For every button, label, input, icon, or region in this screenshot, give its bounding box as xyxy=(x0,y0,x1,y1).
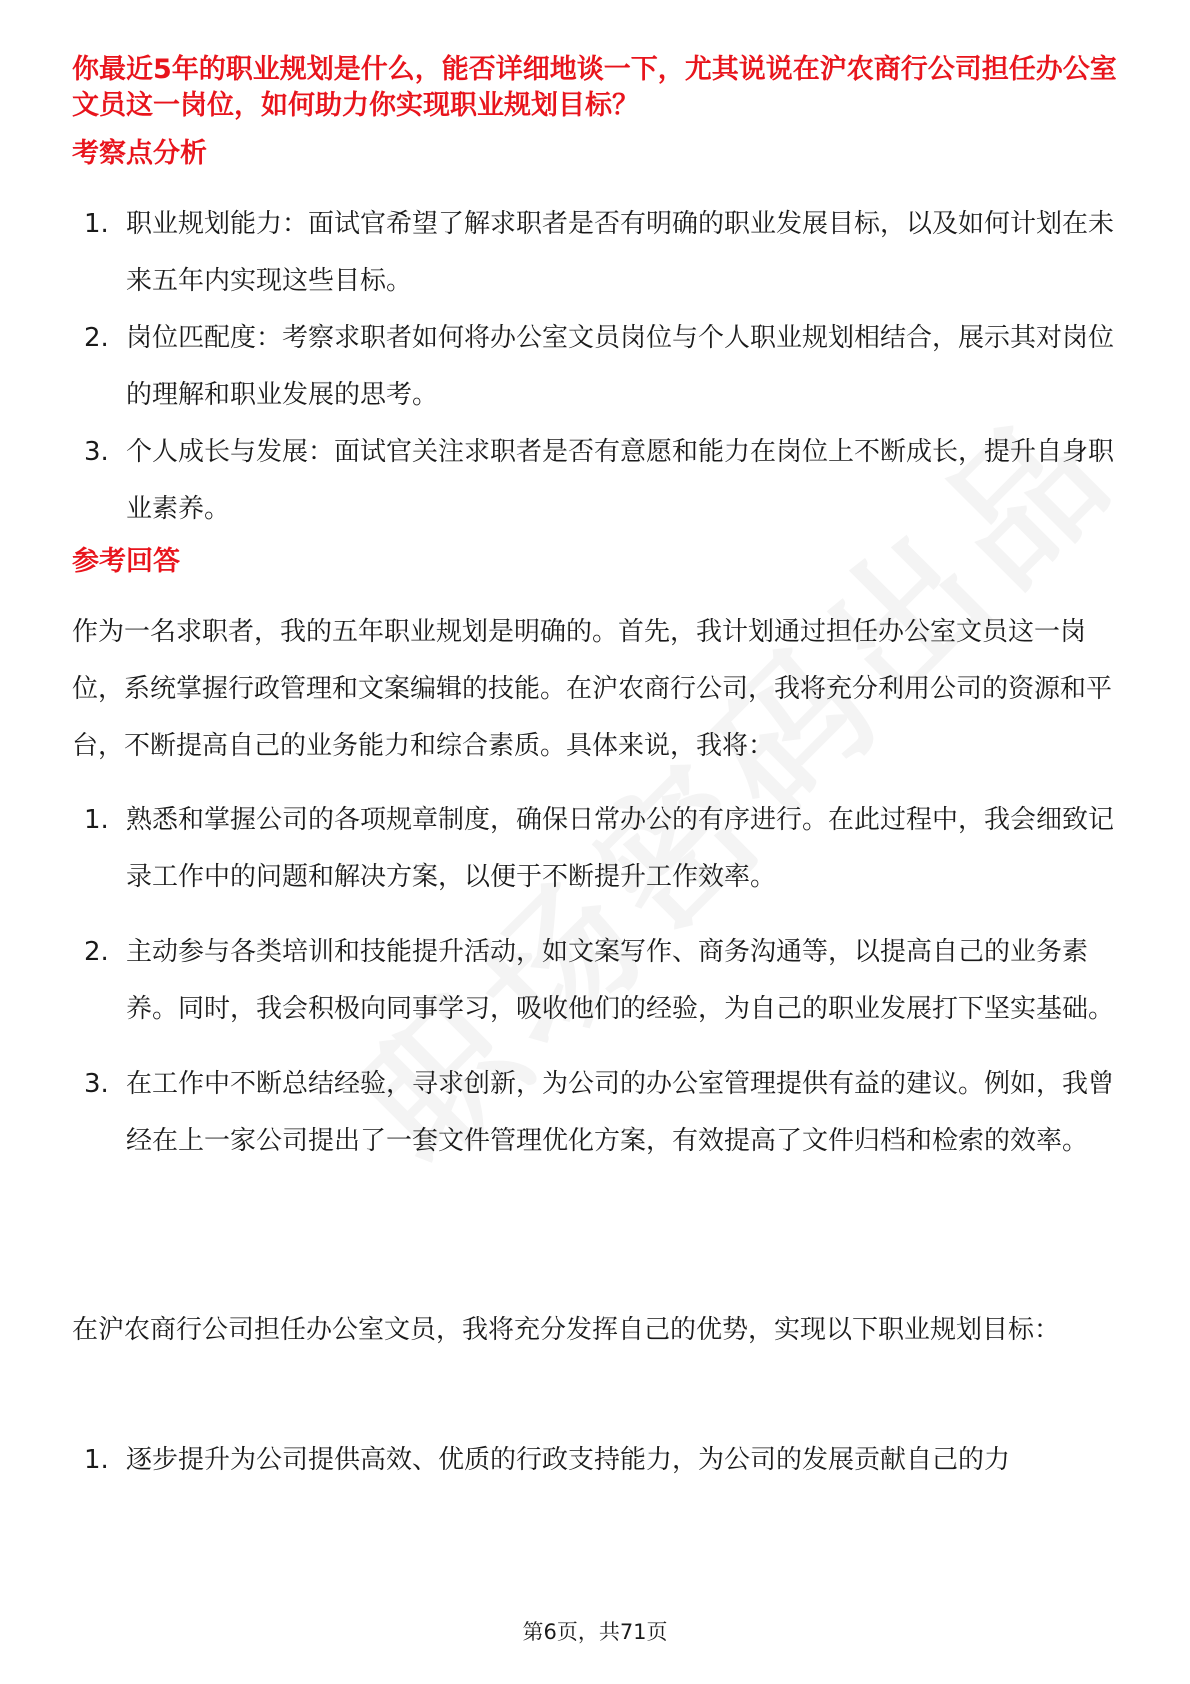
list-text: 个人成长与发展：面试官关注求职者是否有意愿和能力在岗位上不断成长，提升自身职业素养。 xyxy=(126,437,1115,524)
list-item xyxy=(72,792,1122,906)
list-text: 职业规划能力：面试官希望了解求职者是否有明确的职业发展目标，以及如何计划在未来五年内实现这些目标。 xyxy=(126,209,1115,296)
goals-list xyxy=(72,1432,1122,1489)
list-number: 1. xyxy=(84,1445,109,1475)
list-number: 3. xyxy=(84,1069,109,1099)
list-text: 熟悉和掌握公司的各项规章制度，确保日常办公的有序进行。在此过程中，我会细致记录工作中的问题和解决方案，以便于不断提升工作效率。 xyxy=(126,805,1115,892)
analysis-title: 考察点分析 xyxy=(72,138,207,169)
answer-intro: 作为一名求职者，我的五年职业规划是明确的。首先，我计划通过担任办公室文员这一岗位，系统掌握行政管理和文案编辑的技能。在沪农商行公司，我将充分利用公司的资源和平台，不断提高自己的业务能力和综合素质。具体来说，我将： xyxy=(72,617,1113,761)
list-number: 2. xyxy=(84,323,109,353)
list-item xyxy=(72,424,1122,538)
list-text: 逐步提升为公司提供高效、优质的行政支持能力，为公司的发展贡献自己的力 xyxy=(126,1445,1011,1475)
list-number: 2. xyxy=(84,937,109,967)
answer-paragraph: 在沪农商行公司担任办公室文员，我将充分发挥自己的优势，实现以下职业规划目标： xyxy=(72,1315,1061,1345)
list-text: 主动参与各类培训和技能提升活动，如文案写作、商务沟通等，以提高自己的业务素养。同时，我会积极向同事学习，吸收他们的经验，为自己的职业发展打下坚实基础。 xyxy=(126,937,1115,1024)
list-number: 1. xyxy=(84,209,109,239)
list-text: 岗位匹配度：考察求职者如何将办公室文员岗位与个人职业规划相结合，展示其对岗位的理解和职业发展的思考。 xyxy=(126,323,1115,410)
list-item xyxy=(72,1432,1122,1489)
page-number: 第6页，共71页 xyxy=(522,1620,668,1644)
list-number: 1. xyxy=(84,805,109,835)
answer-title: 参考回答 xyxy=(72,546,180,577)
list-text: 在工作中不断总结经验，寻求创新，为公司的办公室管理提供有益的建议。例如，我曾经在上一家公司提出了一套文件管理优化方案，有效提高了文件归档和检索的效率。 xyxy=(126,1069,1115,1156)
list-item xyxy=(72,1056,1122,1170)
list-item xyxy=(72,196,1122,310)
question-heading: 你最近5年的职业规划是什么，能否详细地谈一下，尤其说说在沪农商行公司担任办公室文员这一岗位，如何助力你实现职业规划目标？ xyxy=(72,54,1117,121)
list-item xyxy=(72,310,1122,424)
list-number: 3. xyxy=(84,437,109,467)
answer-list xyxy=(72,792,1122,1170)
analysis-list xyxy=(72,196,1122,538)
list-item xyxy=(72,924,1122,1038)
